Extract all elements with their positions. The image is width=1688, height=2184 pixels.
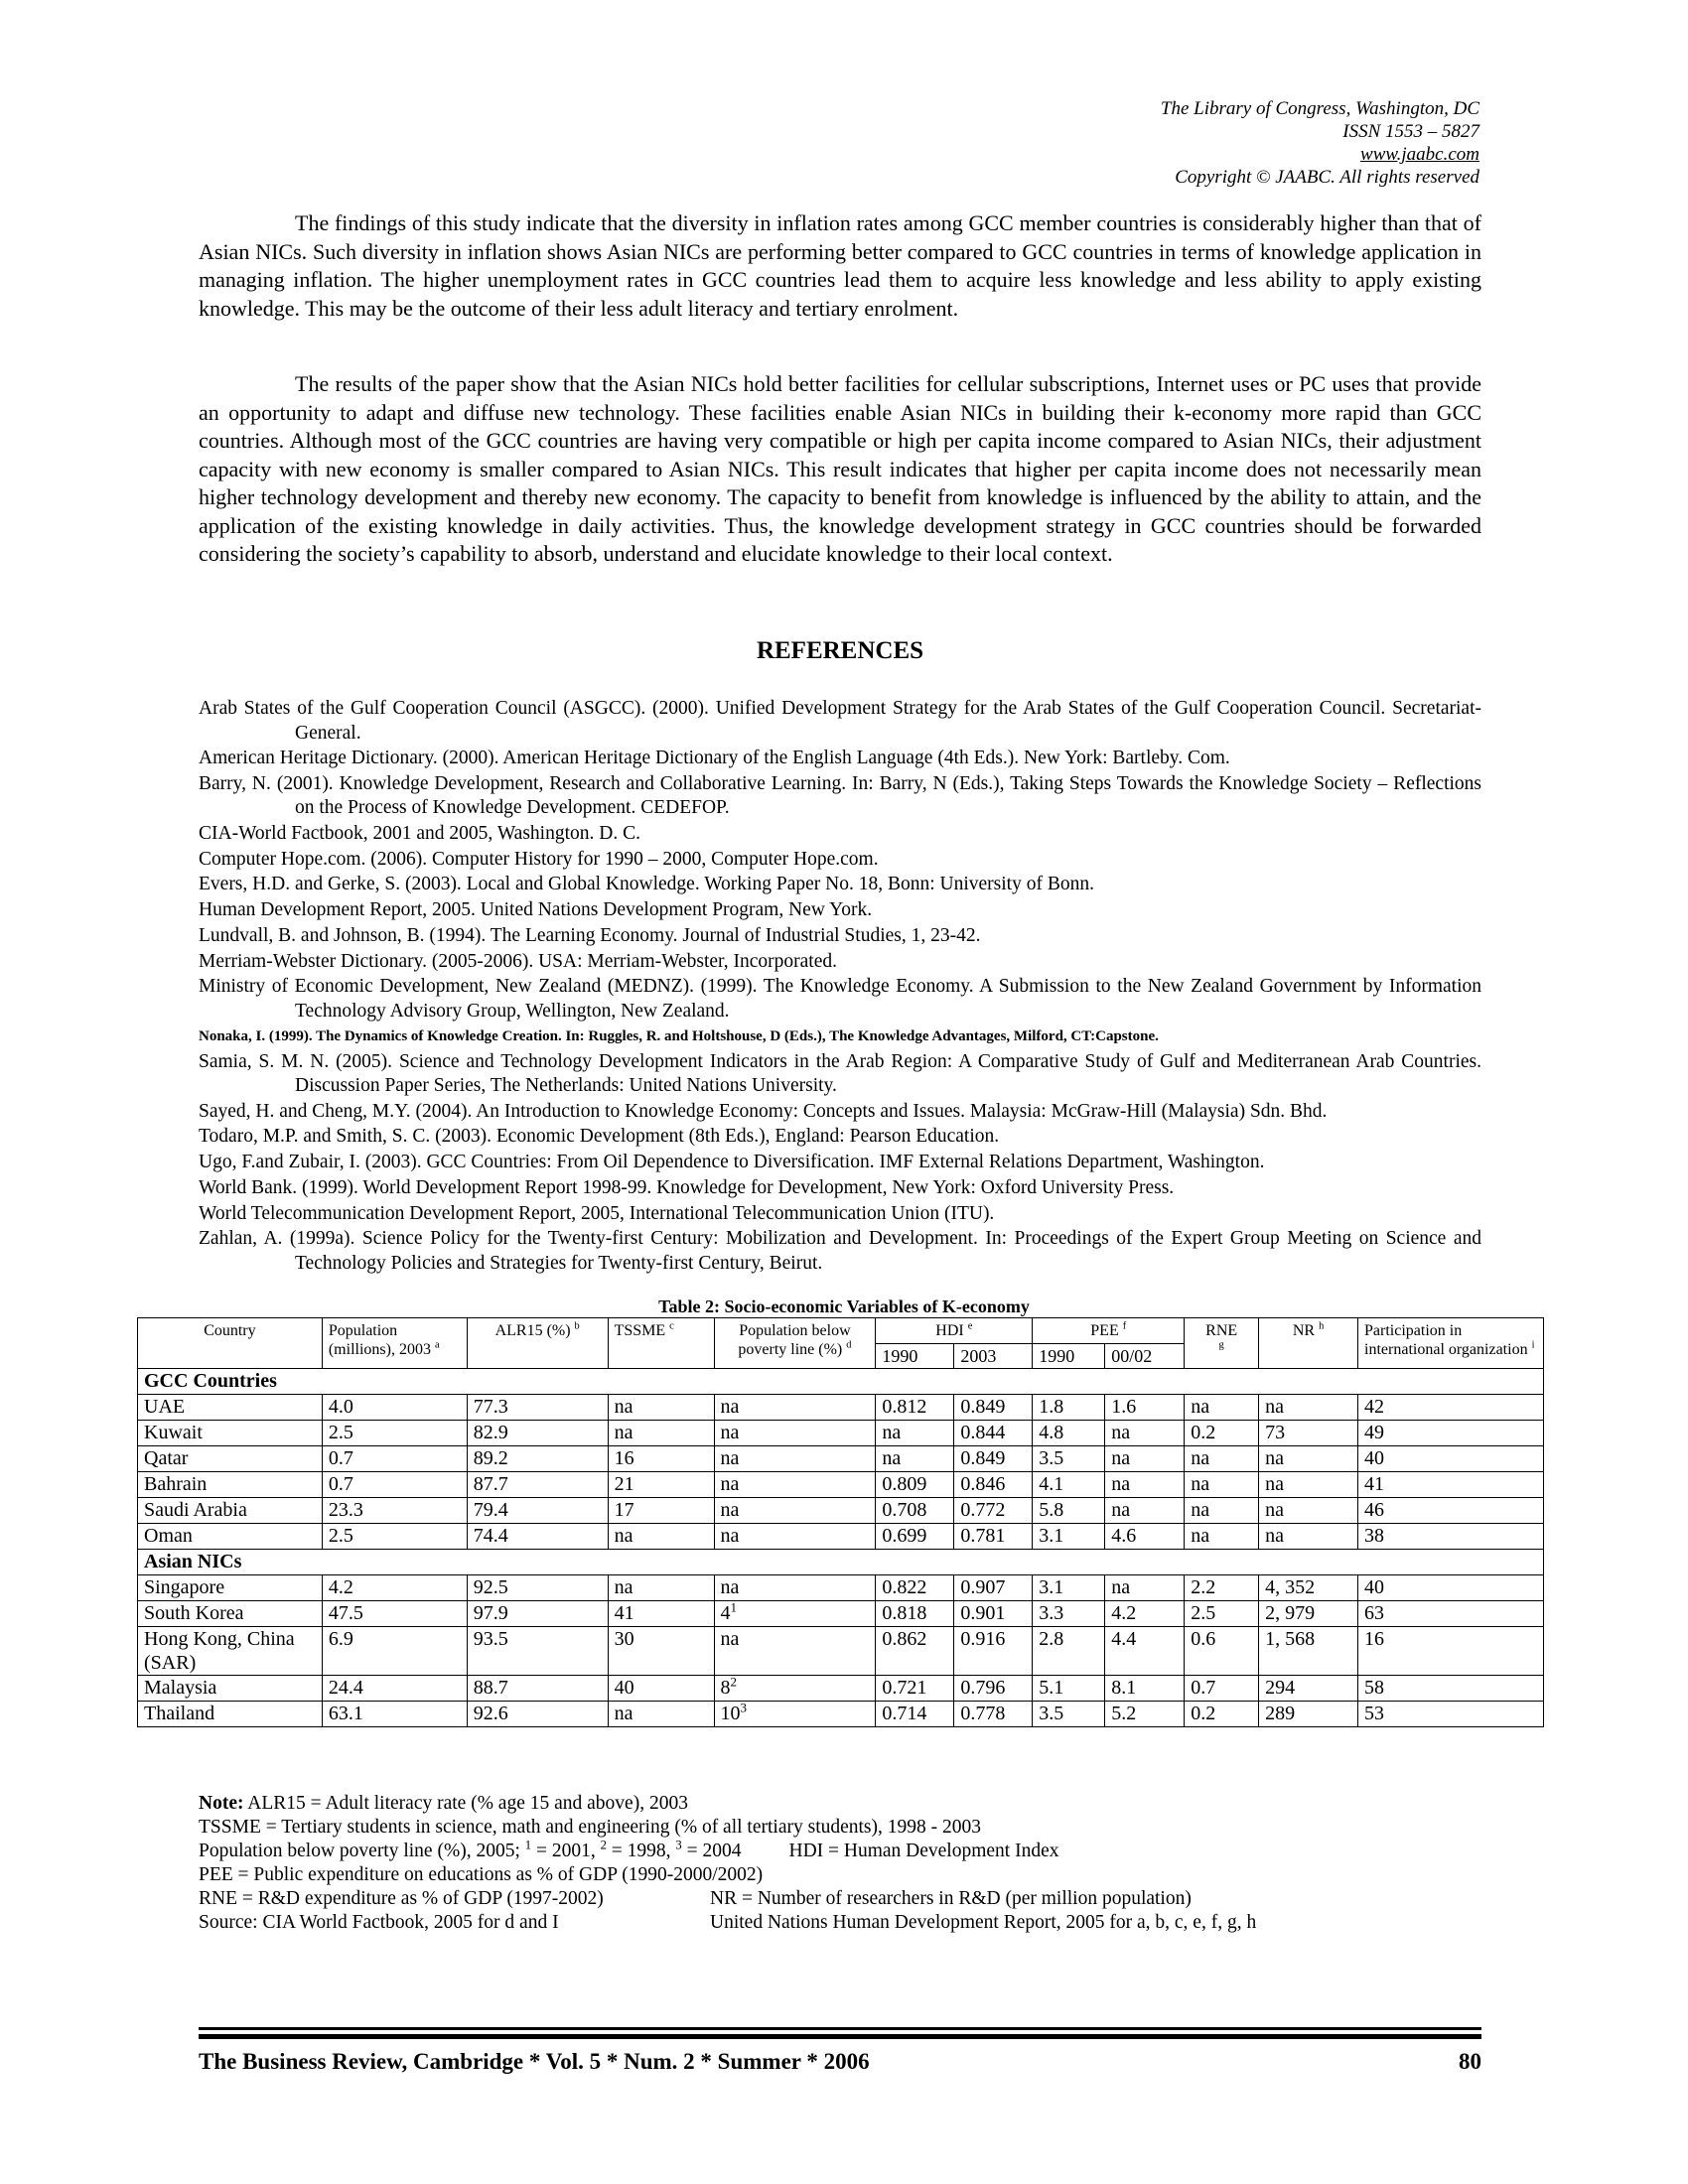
cell-population: 47.5 <box>322 1601 467 1627</box>
cell-nr: na <box>1259 1498 1358 1524</box>
note-line-1: Note: ALR15 = Adult literacy rate (% age 15 and above), 2003 <box>199 1793 688 1814</box>
cell-rne: 2.5 <box>1185 1601 1259 1627</box>
cell-population: 4.0 <box>322 1395 467 1421</box>
cell-alr15: 79.4 <box>467 1498 608 1524</box>
table-title: Table 2: Socio-economic Variables of K-economy <box>658 1297 1030 1316</box>
cell-participation: 41 <box>1358 1472 1544 1498</box>
table-header-row <box>138 1318 1544 1344</box>
reference-item: Lundvall, B. and Johnson, B. (1994). The Learning Economy. Journal of Industrial Studies, 1, 23-42. <box>199 924 981 946</box>
cell-rne: na <box>1185 1395 1259 1421</box>
cell-participation: 63 <box>1358 1601 1544 1627</box>
note-line-5: RNE = R&D expenditure as % of GDP (1997-2002) NR = Number of researchers in R&D (per million population) <box>199 1888 1192 1909</box>
cell-population: 63.1 <box>322 1702 467 1727</box>
cell-hdi-1990: 0.714 <box>876 1702 954 1727</box>
cell-alr15: 92.6 <box>467 1702 608 1727</box>
cell-hdi-1990: 0.708 <box>876 1498 954 1524</box>
cell-nr: 289 <box>1259 1702 1358 1727</box>
table-row <box>138 1395 1544 1421</box>
page-footer <box>199 2049 1481 2075</box>
cell-country: Bahrain <box>138 1472 323 1498</box>
header-issn: ISSN 1553 – 5827 <box>1342 121 1479 142</box>
table-group-row <box>138 1369 1544 1395</box>
cell-tssme: na <box>608 1421 714 1446</box>
cell-hdi-2003: 0.772 <box>954 1498 1033 1524</box>
cell-pee-1990: 1.8 <box>1033 1395 1105 1421</box>
reference-item: Ministry of Economic Development, New Zealand (MEDNZ). (1999). The Knowledge Economy. A Submission to the New Zealand Government by Information Technology Advisory Group, Wellington, New Zealand. <box>199 976 1481 1022</box>
reference-item: Computer Hope.com. (2006). Computer History for 1990 – 2000, Computer Hope.com. <box>199 848 879 870</box>
cell-nr: 4, 352 <box>1259 1575 1358 1601</box>
reference-item: World Bank. (1999). World Development Report 1998-99. Knowledge for Development, New York: Oxford University Press. <box>199 1176 1175 1198</box>
cell-participation: 46 <box>1358 1498 1544 1524</box>
reference-item: Barry, N. (2001). Knowledge Development, Research and Collaborative Learning. In: Barry, N (Eds.), Taking Steps Towards the Knowledge Society – Reflections on the Process of Knowledge Development. CEDEFOP. <box>199 772 1481 819</box>
socio-economic-table <box>137 1317 1544 1727</box>
cell-hdi-1990: 0.818 <box>876 1601 954 1627</box>
cell-country: UAE <box>138 1395 323 1421</box>
cell-hdi-1990: 0.721 <box>876 1676 954 1702</box>
cell-population: 24.4 <box>322 1676 467 1702</box>
cell-alr15: 87.7 <box>467 1472 608 1498</box>
cell-tssme: na <box>608 1575 714 1601</box>
reference-item: World Telecommunication Development Report, 2005, International Telecommunication Union (ITU). <box>199 1202 995 1224</box>
cell-population: 23.3 <box>322 1498 467 1524</box>
cell-hdi-1990: 0.862 <box>876 1627 954 1676</box>
cell-hdi-2003: 0.849 <box>954 1446 1033 1472</box>
page-header <box>1161 97 1479 189</box>
cell-country: Malaysia <box>138 1676 323 1702</box>
cell-pee-0002: 1.6 <box>1105 1395 1185 1421</box>
cell-population: 2.5 <box>322 1524 467 1550</box>
references-heading: REFERENCES <box>756 637 924 664</box>
cell-country: Oman <box>138 1524 323 1550</box>
cell-hdi-2003: 0.781 <box>954 1524 1033 1550</box>
cell-pee-1990: 5.8 <box>1033 1498 1105 1524</box>
reference-item: Merriam-Webster Dictionary. (2005-2006). USA: Merriam-Webster, Incorporated. <box>199 950 837 972</box>
cell-nr: na <box>1259 1524 1358 1550</box>
reference-item: American Heritage Dictionary. (2000). American Heritage Dictionary of the English Language (4th Eds.). New York: Bartleby. Com. <box>199 748 1230 769</box>
footer-rule-thick <box>199 2034 1481 2039</box>
cell-rne: 0.2 <box>1185 1702 1259 1727</box>
table-row <box>138 1601 1544 1627</box>
references-list <box>199 697 1481 1277</box>
note-line-2: TSSME = Tertiary students in science, math and engineering (% of all tertiary students), 1998 - 2003 <box>199 1817 982 1838</box>
cell-hdi-1990: 0.699 <box>876 1524 954 1550</box>
cell-pee-1990: 3.1 <box>1033 1575 1105 1601</box>
cell-poverty: na <box>714 1575 876 1601</box>
cell-tssme: na <box>608 1395 714 1421</box>
header-tssme: TSSME $^c$ <box>608 1318 714 1369</box>
cell-participation: 42 <box>1358 1395 1544 1421</box>
cell-poverty: $10^3$ <box>714 1702 876 1727</box>
cell-nr: na <box>1259 1395 1358 1421</box>
cell-pee-0002: na <box>1105 1498 1185 1524</box>
cell-tssme: na <box>608 1524 714 1550</box>
cell-alr15: 93.5 <box>467 1627 608 1676</box>
cell-pee-0002: na <box>1105 1446 1185 1472</box>
table-row <box>138 1676 1544 1702</box>
cell-poverty: na <box>714 1498 876 1524</box>
header-alr15: ALR15 (%) $^b$ <box>467 1318 608 1369</box>
header-pee-0002: 00/02 <box>1105 1344 1185 1369</box>
cell-hdi-1990: na <box>876 1421 954 1446</box>
cell-pee-0002: 5.2 <box>1105 1702 1185 1727</box>
cell-country: Thailand <box>138 1702 323 1727</box>
cell-participation: 49 <box>1358 1421 1544 1446</box>
header-website-link[interactable]: www.jaabc.com <box>1360 144 1479 165</box>
table-row <box>138 1446 1544 1472</box>
body-paragraph-2 <box>199 370 1481 569</box>
reference-item: Human Development Report, 2005. United Nations Development Program, New York. <box>199 899 873 921</box>
table-row <box>138 1524 1544 1550</box>
cell-nr: na <box>1259 1446 1358 1472</box>
note-line-3: Population below poverty line (%), 2005; $^1$ = 2001, $^2$ = 1998, $^3$ = 2004 HDI = Human Development Index <box>199 1838 1059 1861</box>
table-row <box>138 1627 1544 1676</box>
cell-pee-1990: 3.1 <box>1033 1524 1105 1550</box>
table-group-row <box>138 1550 1544 1575</box>
reference-item: Evers, H.D. and Gerke, S. (2003). Local and Global Knowledge. Working Paper No. 18, Bonn: University of Bonn. <box>199 874 1094 895</box>
cell-hdi-1990: 0.812 <box>876 1395 954 1421</box>
cell-poverty: $8^2$ <box>714 1676 876 1702</box>
cell-tssme: 30 <box>608 1627 714 1676</box>
cell-nr: 1, 568 <box>1259 1627 1358 1676</box>
cell-tssme: na <box>608 1702 714 1727</box>
cell-hdi-1990: 0.822 <box>876 1575 954 1601</box>
header-participation: Participation in international organization $^i$ <box>1358 1318 1544 1369</box>
reference-item: Ugo, F.and Zubair, I. (2003). GCC Countries: From Oil Dependence to Diversification. IMF External Relations Department, Washington. <box>199 1152 1265 1173</box>
cell-hdi-1990: na <box>876 1446 954 1472</box>
cell-pee-0002: na <box>1105 1575 1185 1601</box>
cell-rne: na <box>1185 1472 1259 1498</box>
cell-tssme: 21 <box>608 1472 714 1498</box>
cell-alr15: 88.7 <box>467 1676 608 1702</box>
cell-pee-0002: 8.1 <box>1105 1676 1185 1702</box>
cell-hdi-2003: 0.916 <box>954 1627 1033 1676</box>
paragraph-text: The results of the paper show that the Asian NICs hold better facilities for cellular subscriptions, Internet uses or PC uses that provide an opportunity to adapt and diffuse new technology. These facilities enable Asian NICs in building their k-economy more rapid than GCC countries. Although most of the GCC countries are having very compatible or high per capita income compared to Asian NICs, their adjustment capacity with new economy is smaller compared to Asian NICs. This result indicates that higher per capita income does not necessarily mean higher technology development and thereby new economy. The capacity to benefit from knowledge is influenced by the ability to attain, and the application of the existing knowledge in daily activities. Thus, the knowledge development strategy in GCC countries should be forwarded considering the society’s capability to absorb, understand and elucidate knowledge to their local context. <box>199 371 1481 566</box>
cell-country: Saudi Arabia <box>138 1498 323 1524</box>
reference-item: Zahlan, A. (1999a). Science Policy for the Twenty-first Century: Mobilization and Development. In: Proceedings of the Expert Group Meeting on Science and Technology Policies and Strategies for Twenty-first Century, Beirut. <box>199 1228 1481 1274</box>
cell-alr15: 89.2 <box>467 1446 608 1472</box>
cell-hdi-1990: 0.809 <box>876 1472 954 1498</box>
cell-population: 0.7 <box>322 1446 467 1472</box>
table-row <box>138 1421 1544 1446</box>
cell-poverty: na <box>714 1472 876 1498</box>
note-line-6: Source: CIA World Factbook, 2005 for d and I United Nations Human Development Report, 2005 for a, b, c, e, f, g, h <box>199 1912 1257 1933</box>
cell-pee-1990: 3.5 <box>1033 1702 1105 1727</box>
header-hdi-2003: 2003 <box>954 1344 1033 1369</box>
cell-rne: 0.7 <box>1185 1676 1259 1702</box>
table-row <box>138 1472 1544 1498</box>
cell-hdi-2003: 0.901 <box>954 1601 1033 1627</box>
cell-poverty: na <box>714 1627 876 1676</box>
cell-hdi-2003: 0.849 <box>954 1395 1033 1421</box>
cell-pee-1990: 5.1 <box>1033 1676 1105 1702</box>
paragraph-text: The findings of this study indicate that the diversity in inflation rates among GCC member countries is considerably higher than that of Asian NICs. Such diversity in inflation shows Asian NICs are performing better compared to GCC countries in terms of knowledge application in managing inflation. The higher unemployment rates in GCC countries lead them to acquire less knowledge and less ability to apply existing knowledge. This may be the outcome of their less adult literacy and tertiary enrolment. <box>199 210 1481 321</box>
table-notes <box>199 1792 1489 1935</box>
header-poverty: Population below poverty line (%) $^d$ <box>714 1318 876 1369</box>
header-copyright: Copyright © JAABC. All rights reserved <box>1175 167 1479 188</box>
reference-item: Sayed, H. and Cheng, M.Y. (2004). An Introduction to Knowledge Economy: Concepts and Issues. Malaysia: McGraw-Hill (Malaysia) Sdn. Bhd. <box>199 1100 1328 1122</box>
header-rne: RNE $^g$ <box>1185 1318 1259 1369</box>
cell-population: 6.9 <box>322 1627 467 1676</box>
cell-population: 0.7 <box>322 1472 467 1498</box>
reference-item: Nonaka, I. (1999). The Dynamics of Knowledge Creation. In: Ruggles, R. and Holtshouse, D (Eds.), The Knowledge Advantages, Milford, CT:Capstone. <box>199 1028 1159 1045</box>
cell-country: Hong Kong, China (SAR) <box>138 1627 323 1676</box>
cell-alr15: 82.9 <box>467 1421 608 1446</box>
cell-participation: 40 <box>1358 1575 1544 1601</box>
cell-population: 2.5 <box>322 1421 467 1446</box>
cell-alr15: 77.3 <box>467 1395 608 1421</box>
cell-pee-0002: 4.6 <box>1105 1524 1185 1550</box>
cell-pee-0002: na <box>1105 1472 1185 1498</box>
cell-nr: 73 <box>1259 1421 1358 1446</box>
header-library: The Library of Congress, Washington, DC <box>1160 98 1479 119</box>
cell-participation: 38 <box>1358 1524 1544 1550</box>
cell-hdi-2003: 0.907 <box>954 1575 1033 1601</box>
cell-hdi-2003: 0.846 <box>954 1472 1033 1498</box>
header-country: Country <box>138 1318 323 1369</box>
header-pee-1990: 1990 <box>1033 1344 1105 1369</box>
reference-item: Todaro, M.P. and Smith, S. C. (2003). Economic Development (8th Eds.), England: Pearson Education. <box>199 1126 1000 1148</box>
cell-participation: 53 <box>1358 1702 1544 1727</box>
cell-participation: 40 <box>1358 1446 1544 1472</box>
cell-rne: 0.2 <box>1185 1421 1259 1446</box>
cell-alr15: 92.5 <box>467 1575 608 1601</box>
reference-item: Arab States of the Gulf Cooperation Council (ASGCC). (2000). Unified Development Strategy for the Arab States of the Gulf Cooperation Council. Secretariat-General. <box>199 698 1481 744</box>
cell-tssme: 40 <box>608 1676 714 1702</box>
cell-rne: na <box>1185 1498 1259 1524</box>
header-nr: NR $^h$ <box>1259 1318 1358 1369</box>
cell-poverty: na <box>714 1395 876 1421</box>
header-population: Population (millions), 2003 $^a$ <box>322 1318 467 1369</box>
cell-pee-1990: 2.8 <box>1033 1627 1105 1676</box>
table-row <box>138 1575 1544 1601</box>
header-hdi: HDI $^e$ <box>876 1318 1033 1344</box>
header-pee: PEE $^f$ <box>1033 1318 1185 1344</box>
cell-nr: na <box>1259 1472 1358 1498</box>
cell-hdi-2003: 0.796 <box>954 1676 1033 1702</box>
cell-pee-0002: 4.2 <box>1105 1601 1185 1627</box>
note-line-4: PEE = Public expenditure on educations as % of GDP (1990-2000/2002) <box>199 1864 764 1885</box>
table-body <box>138 1369 1544 1727</box>
cell-tssme: 41 <box>608 1601 714 1627</box>
reference-item: CIA-World Factbook, 2001 and 2005, Washington. D. C. <box>199 823 640 845</box>
cell-alr15: 97.9 <box>467 1601 608 1627</box>
cell-hdi-2003: 0.778 <box>954 1702 1033 1727</box>
cell-rne: na <box>1185 1524 1259 1550</box>
table-row <box>138 1498 1544 1524</box>
cell-nr: 294 <box>1259 1676 1358 1702</box>
body-paragraph-1 <box>199 209 1481 323</box>
group-label: GCC Countries <box>138 1369 1544 1395</box>
footer-journal: The Business Review, Cambridge * Vol. 5 * Num. 2 * Summer * 2006 <box>199 2049 870 2074</box>
group-label: Asian NICs <box>138 1550 1544 1575</box>
cell-poverty: $4^1$ <box>714 1601 876 1627</box>
cell-population: 4.2 <box>322 1575 467 1601</box>
cell-rne: 0.6 <box>1185 1627 1259 1676</box>
cell-hdi-2003: 0.844 <box>954 1421 1033 1446</box>
cell-country: Qatar <box>138 1446 323 1472</box>
cell-pee-1990: 4.8 <box>1033 1421 1105 1446</box>
cell-pee-1990: 3.3 <box>1033 1601 1105 1627</box>
footer-rule <box>199 2027 1481 2030</box>
cell-alr15: 74.4 <box>467 1524 608 1550</box>
page-number: 80 <box>1459 2049 1481 2074</box>
table-row <box>138 1702 1544 1727</box>
cell-participation: 16 <box>1358 1627 1544 1676</box>
header-hdi-1990: 1990 <box>876 1344 954 1369</box>
cell-country: South Korea <box>138 1601 323 1627</box>
reference-item: Samia, S. M. N. (2005). Science and Technology Development Indicators in the Arab Region: A Comparative Study of Gulf and Mediterranean Arab Countries. Discussion Paper Series, The Netherlands: United Nations University. <box>199 1050 1481 1097</box>
cell-tssme: 17 <box>608 1498 714 1524</box>
cell-rne: 2.2 <box>1185 1575 1259 1601</box>
cell-nr: 2, 979 <box>1259 1601 1358 1627</box>
cell-participation: 58 <box>1358 1676 1544 1702</box>
cell-tssme: 16 <box>608 1446 714 1472</box>
cell-poverty: na <box>714 1446 876 1472</box>
cell-country: Kuwait <box>138 1421 323 1446</box>
cell-pee-1990: 4.1 <box>1033 1472 1105 1498</box>
cell-poverty: na <box>714 1524 876 1550</box>
cell-pee-1990: 3.5 <box>1033 1446 1105 1472</box>
cell-poverty: na <box>714 1421 876 1446</box>
cell-pee-0002: 4.4 <box>1105 1627 1185 1676</box>
cell-rne: na <box>1185 1446 1259 1472</box>
cell-country: Singapore <box>138 1575 323 1601</box>
cell-pee-0002: na <box>1105 1421 1185 1446</box>
